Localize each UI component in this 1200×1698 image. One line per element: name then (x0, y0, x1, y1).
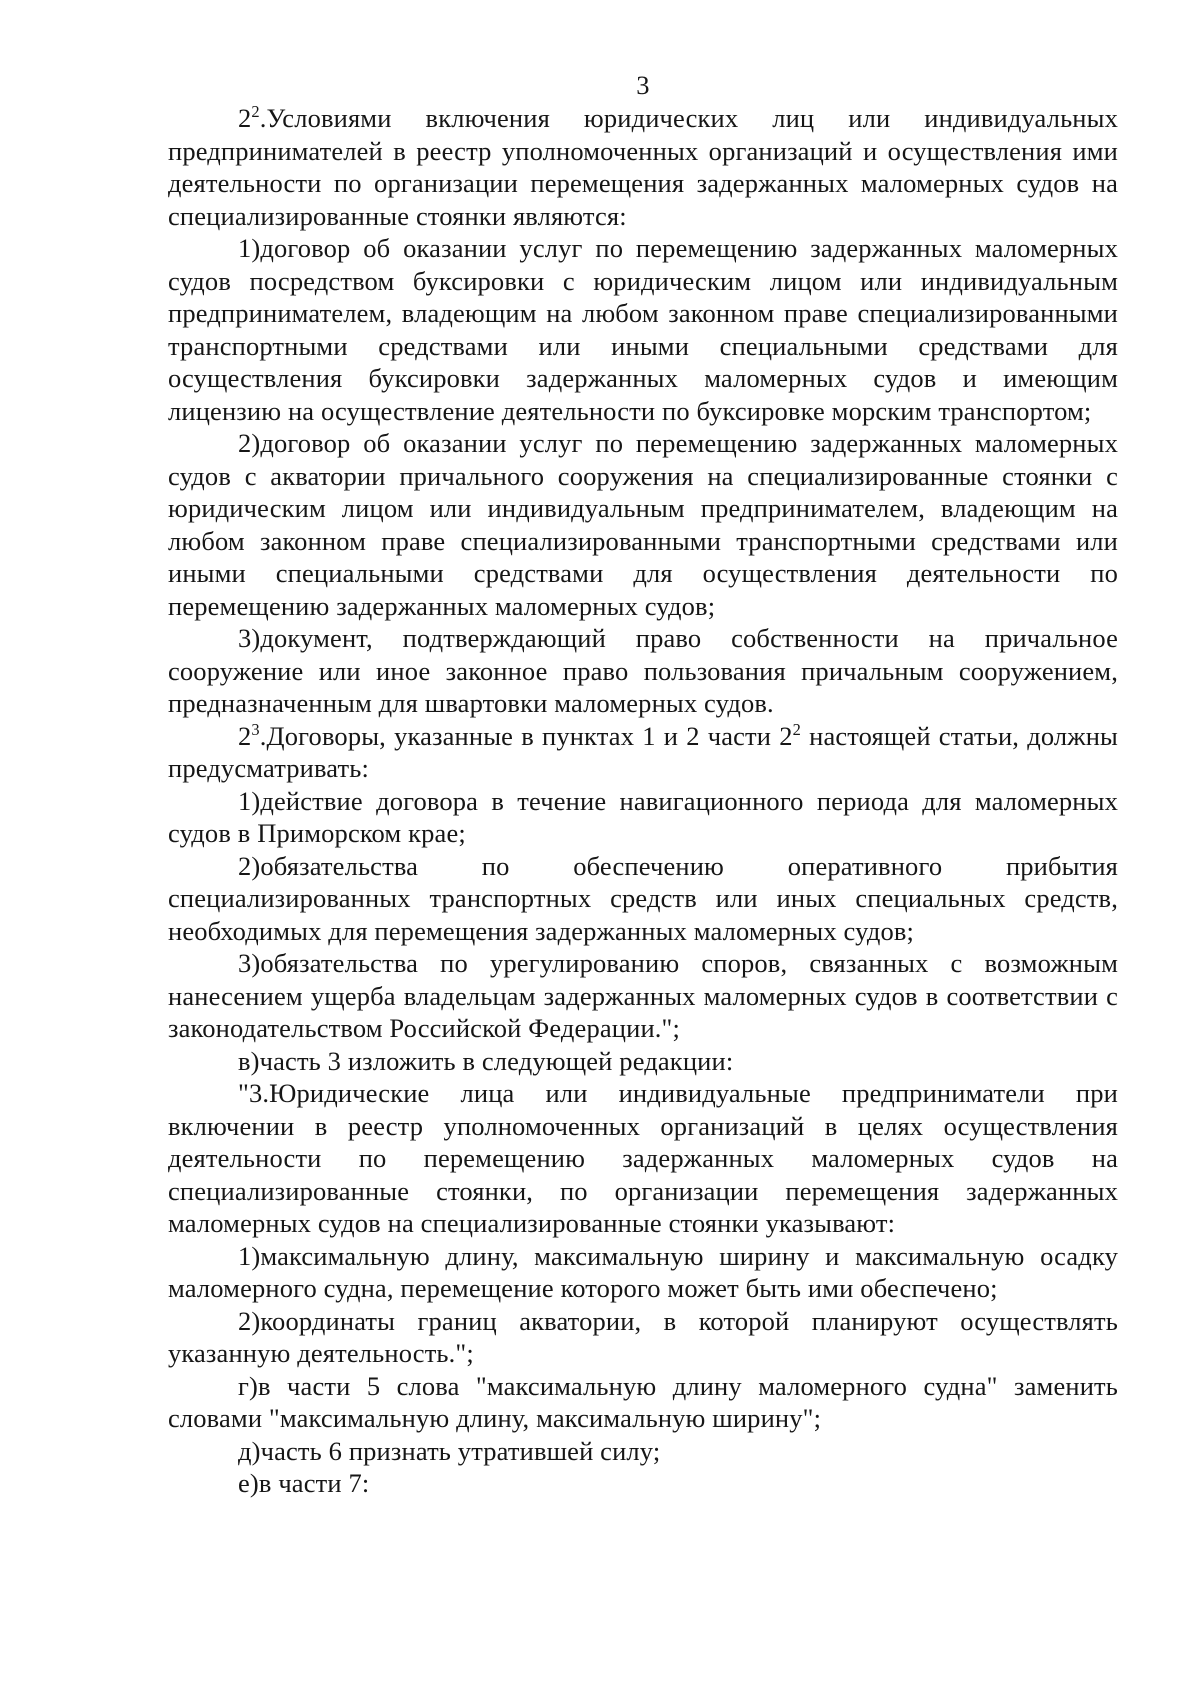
item-2-arrival-obligations: 2)обязательства по обеспечению оперативного прибытия специализированных транспортных средств или иных специальных средств, необходимых для перемещения задержанных маломерных судов; (168, 850, 1118, 946)
paragraph-2-2-conditions (168, 102, 1118, 232)
subitem-g-part-5: г)в части 5 слова "максимальную длину маломерного судна" заменить словами "максимальную длину, максимальную ширину"; (168, 1370, 1118, 1433)
subitem-e-part-7: е)в части 7: (238, 1468, 370, 1498)
item-2-moving-contract: 2)договор об оказании услуг по перемещению задержанных маломерных судов с акватории причального сооружения на специализированные стоянки с юридическим лицом или индивидуальным предпринимателем, владеющим на любом законном праве специализированными транспортными средствами или иными специальными средствами для осуществления деятельности по перемещению задержанных маломерных судов; (168, 428, 1118, 621)
subitem-d-part-6: д)часть 6 признать утратившей силу; (238, 1435, 661, 1466)
item-1-contract-period: 1)действие договора в течение навигационного периода для маломерных судов в Приморском крае; (168, 785, 1118, 848)
item-3-ownership-document: 3)документ, подтверждающий право собственности на причальное сооружение или иное законное право пользования причальным сооружением, предназначенным для швартовки маломерных судов. (168, 623, 1118, 718)
clause-superscript: 2 (251, 101, 260, 121)
clause-number: 2 (238, 103, 252, 133)
paragraph-text: .Условиями включения юридических лиц или индивидуальных предпринимателей в реестр уполномоченных организаций и осуществления ими деятельности по организации перемещения задержанных маломерных судов на специализированные стоянки являются: (168, 103, 1118, 231)
item-3-dispute-obligations: 3)обязательства по урегулированию споров, связанных с возможным нанесением ущерба владельцам задержанных маломерных судов в соответствии с законодательством Российской Федерации."; (168, 948, 1118, 1043)
reference-superscript: 2 (792, 719, 801, 739)
page-number: 3 (636, 70, 650, 100)
paragraph-text-end: настоящей статьи, должны предусматривать: (168, 720, 1118, 783)
clause-number: 2 (238, 720, 252, 751)
clause-superscript: 3 (251, 719, 260, 739)
part-3-new-wording: "3.Юридические лица или индивидуальные предприниматели при включении в реестр уполномоченных организаций в целях осуществления деятельности по перемещению задержанных маломерных судов на специализированные стоянки, по организации перемещения задержанных маломерных судов на специализированные стоянки указывают: (168, 1078, 1118, 1238)
item-1-max-dimensions: 1)максимальную длину, максимальную ширину и максимальную осадку маломерного судна, перемещение которого может быть ими обеспечено; (168, 1240, 1118, 1303)
paragraph-text: .Договоры, указанные в пунктах 1 и 2 части 2 (259, 720, 793, 751)
paragraph-2-3-contracts (168, 720, 1118, 785)
item-2-water-area-coordinates: 2)координаты границ акватории, в которой планируют осуществлять указанную деятельность."; (168, 1305, 1118, 1368)
item-1-towing-contract: 1)договор об оказании услуг по перемещению задержанных маломерных судов посредством буксировки с юридическим лицом или индивидуальным предпринимателем, владеющим на любом законном праве специализированными транспортными средствами или иными специальными средствами для осуществления буксировки задержанных маломерных судов и имеющим лицензию на осуществление деятельности по буксировке морским транспортом; (168, 233, 1118, 426)
subitem-v-part-3: в)часть 3 изложить в следующей редакции: (238, 1045, 734, 1076)
